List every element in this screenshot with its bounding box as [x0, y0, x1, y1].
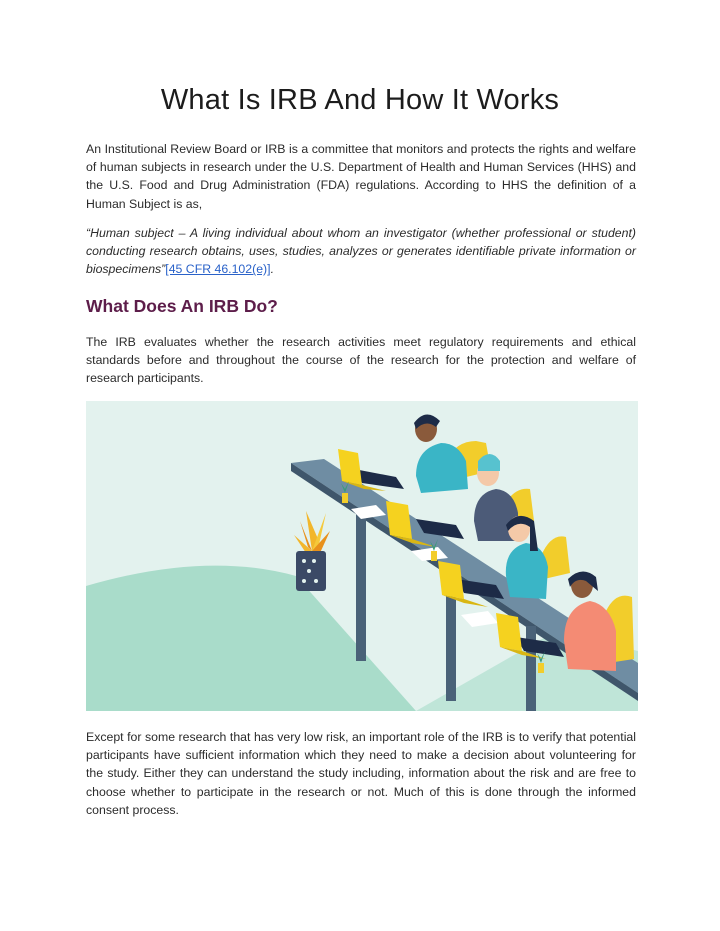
cfr-citation-link[interactable]: [45 CFR 46.102(e)] — [165, 262, 271, 277]
section-heading: What Does An IRB Do? — [86, 296, 278, 316]
section-paragraph: The IRB evaluates whether the research activities meet regulatory requirements and ethical standards before and throughout the course of the research for the protection and welfare of research participants. — [86, 335, 636, 386]
closing-paragraph: Except for some research that has very low risk, an important role of the IRB is to verify that potential participants have sufficient information which they need to make a decision about volunteering for the study. Either they can understand the study including, information about the risk and are free to choose whether to participate in the research or not. Much of this is done through the informed consent process. — [86, 730, 636, 817]
human-subject-quote — [86, 224, 636, 279]
intro-paragraph: An Institutional Review Board or IRB is a committee that monitors and protects the rights and welfare of human subjects in research under the U.S. Department of Health and Human Services (HHS) and the U.S. Food and Drug Administration (FDA) regulations. According to HHS the definition of a Human Subject is as, — [86, 142, 636, 211]
page-title: What Is IRB And How It Works — [160, 84, 560, 116]
irb-committee-illustration — [86, 401, 638, 711]
quote-trailing: . — [270, 262, 274, 277]
quote-text: “Human subject – A living individual about whom an investigator (whether professional or student) conducting research obtains, uses, studies, analyzes or generates identifiable private information or biospecimens” — [86, 226, 636, 277]
